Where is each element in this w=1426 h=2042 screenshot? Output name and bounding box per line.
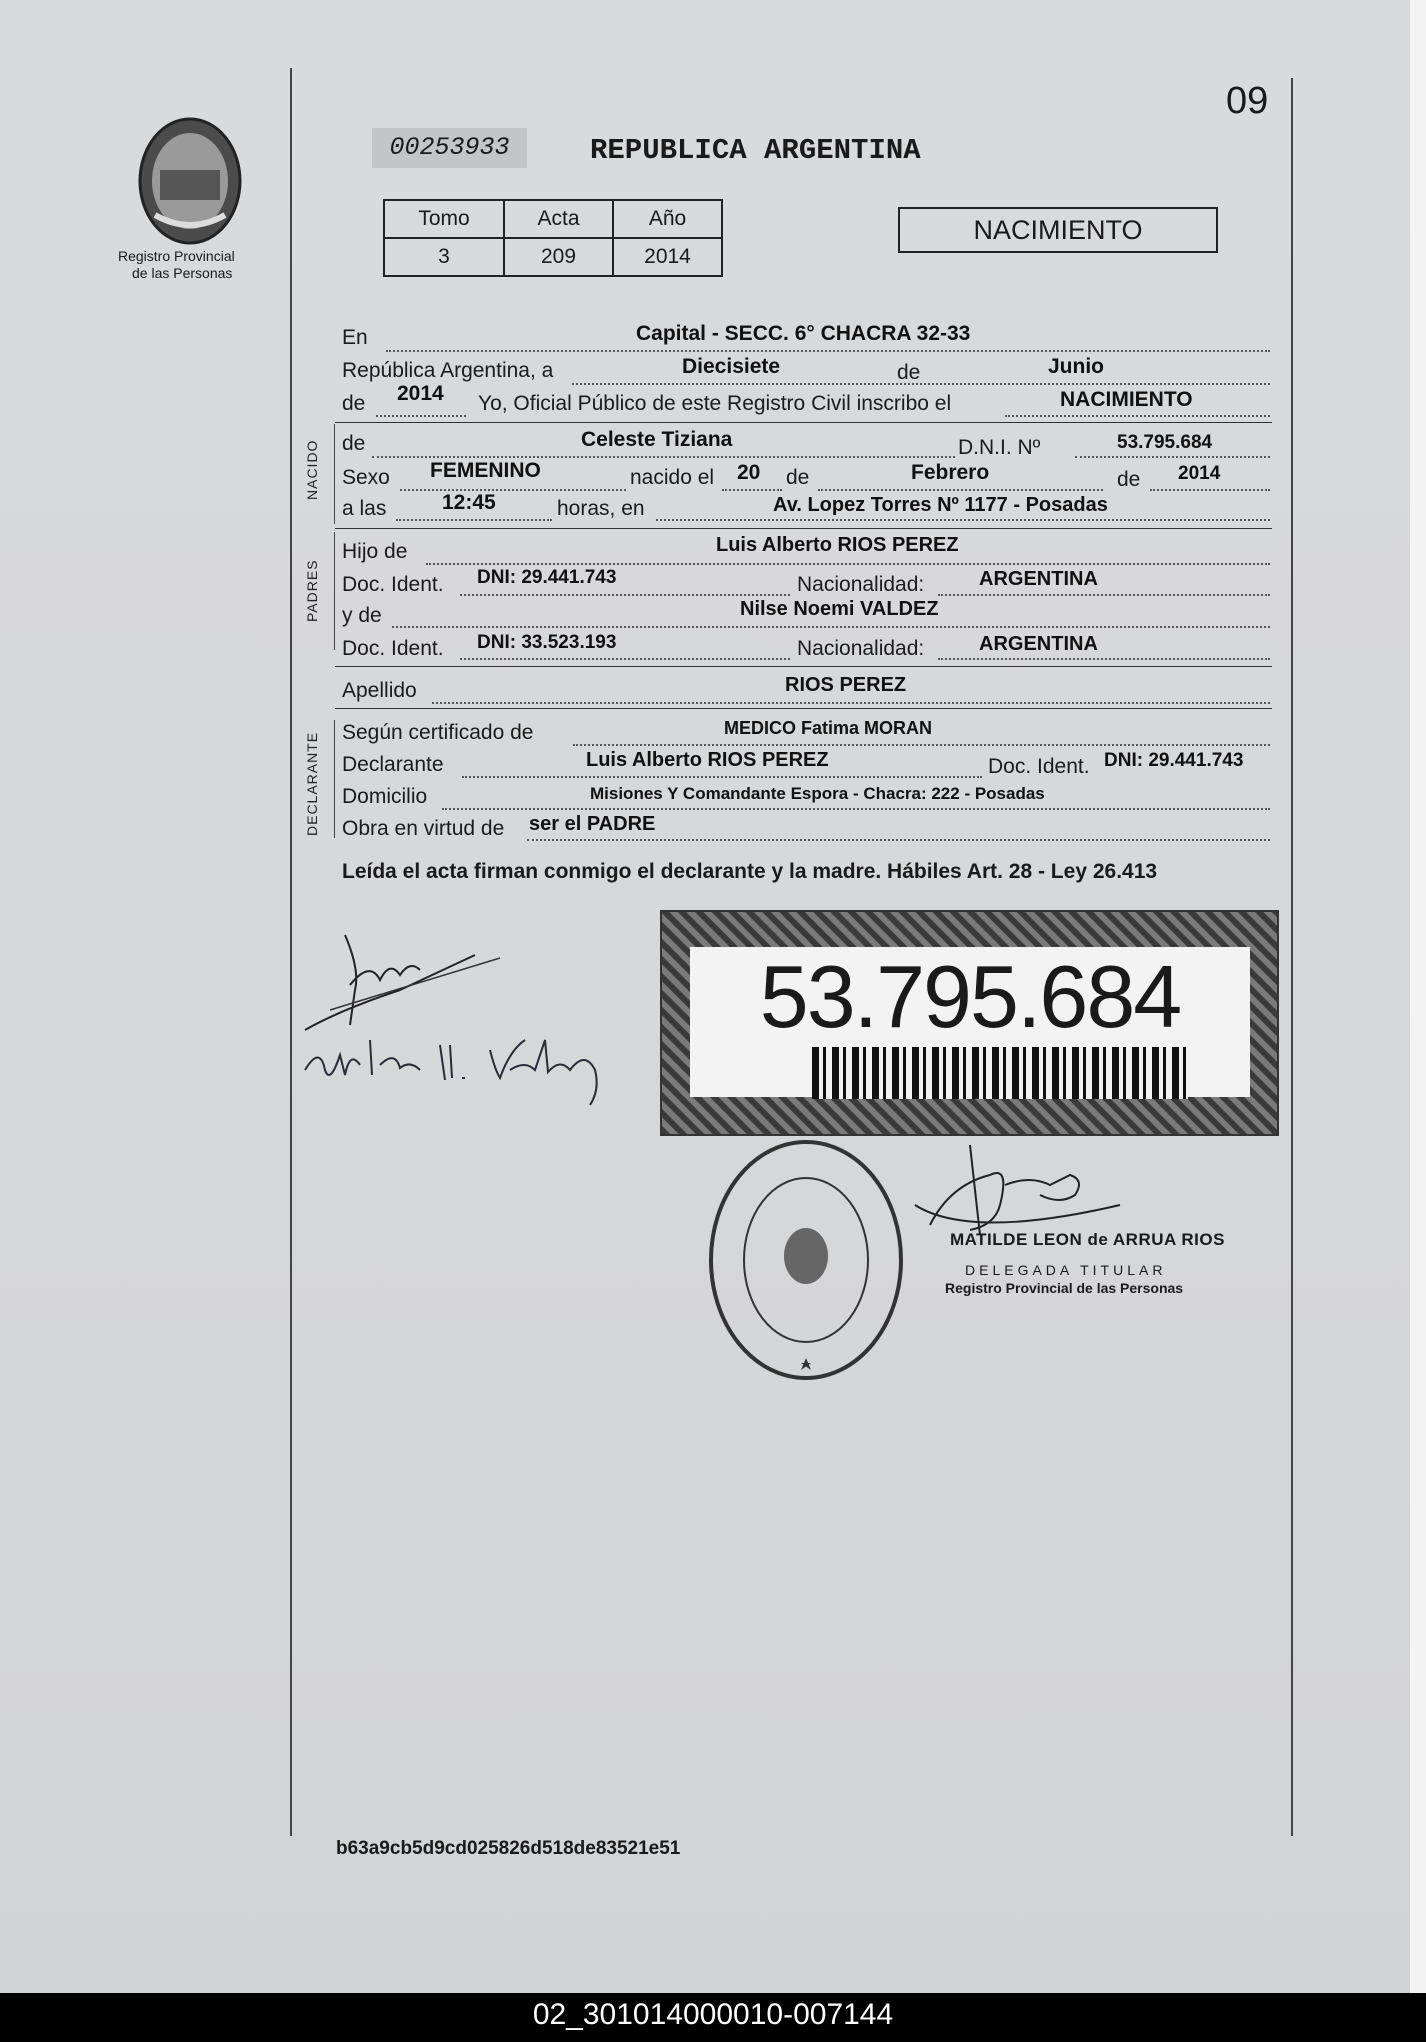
padres-section-label: PADRES — [304, 559, 320, 622]
nacido-bracket — [334, 424, 335, 524]
year-de-label: de — [342, 392, 366, 415]
birth-year-dots — [1150, 489, 1270, 491]
sexo-dots — [400, 489, 626, 491]
sexo-label: Sexo — [342, 466, 390, 489]
cert-value: MEDICO Fatima MORAN — [724, 718, 933, 738]
oficial-text: Yo, Oficial Público de este Registro Civil inscribo el — [478, 392, 952, 415]
en-dots — [386, 350, 1270, 352]
birth-month-dots — [818, 489, 1103, 491]
day-de-label: de — [897, 361, 921, 384]
birth-year: 2014 — [1178, 463, 1221, 484]
republica-label: República Argentina, a — [342, 359, 554, 382]
tomo-acta-table — [383, 199, 723, 277]
serial-number: 00253933 — [372, 128, 527, 168]
day-words: Diecisiete — [682, 355, 781, 378]
father-nat-dots — [938, 594, 1270, 596]
official-org: Registro Provincial de las Personas — [945, 1280, 1184, 1296]
mother-doc: DNI: 33.523.193 — [477, 632, 617, 653]
act-type-box: NACIMIENTO — [898, 207, 1218, 253]
month-value: Junio — [1048, 355, 1104, 378]
registered-value: NACIMIENTO — [1060, 388, 1193, 411]
acta-header: Acta — [504, 200, 613, 238]
sticker-number: 53.795.684 — [759, 947, 1181, 1046]
padres-underline — [335, 666, 1272, 667]
father-doc-label: Doc. Ident. — [342, 573, 444, 596]
father-nationality: ARGENTINA — [979, 568, 1098, 590]
intro-underline — [335, 422, 1272, 423]
official-name: MATILDE LEON de ARRUA RIOS — [950, 1230, 1225, 1249]
dom-label: Domicilio — [342, 785, 428, 808]
declarante-signature — [300, 930, 510, 1040]
nacido-de-label: de — [342, 432, 366, 455]
provincial-seal — [135, 115, 245, 247]
declarante-doc: DNI: 29.441.743 — [1104, 750, 1244, 771]
anio-header: Año — [613, 200, 722, 238]
id-number-sticker — [660, 910, 1279, 1136]
dni-label: D.N.I. Nº — [958, 436, 1041, 459]
alas-label: a las — [342, 497, 387, 520]
seal-caption-2: de las Personas — [132, 265, 233, 281]
father-doc-dots — [460, 594, 790, 596]
obra-label: Obra en virtud de — [342, 817, 505, 840]
yde-label: y de — [342, 604, 382, 627]
obra-value: ser el PADRE — [529, 813, 656, 835]
mother-nat-label: Nacionalidad: — [797, 637, 925, 660]
birth-day-dots — [722, 489, 782, 491]
nacido-name-dots — [372, 456, 955, 458]
apellido-underline — [335, 708, 1272, 709]
country-title: REPUBLICA ARGENTINA — [590, 134, 921, 167]
birth-place: Av. Lopez Torres Nº 1177 - Posadas — [773, 494, 1108, 516]
declarante-bracket — [334, 720, 335, 838]
mother-doc-dots — [460, 658, 790, 660]
decl-label: Declarante — [342, 753, 444, 776]
cert-label: Según certificado de — [342, 721, 534, 744]
nacido-underline — [335, 528, 1272, 529]
nacido-section-label: NACIDO — [304, 439, 320, 500]
sticker-inner — [690, 947, 1250, 1097]
birth-month: Febrero — [911, 461, 990, 484]
anio-value: 2014 — [613, 238, 722, 276]
year-value: 2014 — [397, 382, 444, 405]
domicilio-value: Misiones Y Comandante Espora - Chacra: 222 - Posadas — [590, 784, 1045, 803]
acta-value: 209 — [504, 238, 613, 276]
birth-day: 20 — [737, 461, 761, 484]
page-number: 09 — [1226, 80, 1269, 122]
mother-nationality: ARGENTINA — [979, 633, 1098, 655]
hijo-label: Hijo de — [342, 540, 408, 563]
obra-dots — [527, 839, 1270, 841]
father-doc: DNI: 29.441.743 — [477, 567, 617, 588]
birth-de-label-2: de — [1117, 468, 1141, 491]
padres-bracket — [334, 532, 335, 650]
tomo-header: Tomo — [384, 200, 504, 238]
father-dots — [426, 563, 1270, 565]
barcode — [812, 1047, 1188, 1099]
cert-dots — [573, 744, 1270, 746]
mother-name: Nilse Noemi VALDEZ — [740, 598, 939, 620]
right-margin-line — [1291, 78, 1293, 1836]
mother-nat-dots — [938, 658, 1270, 660]
mother-dots — [392, 626, 1270, 628]
father-nat-label: Nacionalidad: — [797, 573, 925, 596]
decl-dots — [462, 776, 982, 778]
birth-place-dots — [656, 519, 1270, 521]
official-round-seal — [706, 1138, 906, 1383]
republica-dots — [572, 383, 1270, 385]
mother-doc-label: Doc. Ident. — [342, 637, 444, 660]
horas-label: horas, en — [557, 497, 645, 520]
document-hash: b63a9cb5d9cd025826d518de83521e51 — [336, 1838, 681, 1859]
page-edge — [1410, 0, 1426, 1993]
declarante-section-label: DECLARANTE — [304, 731, 320, 836]
apellido-dots — [432, 702, 1270, 704]
official-title: DELEGADA TITULAR — [965, 1262, 1167, 1278]
declarante-name: Luis Alberto RIOS PEREZ — [586, 749, 829, 771]
footer-id: 02_301014000010-007144 — [532, 1998, 894, 2031]
place-value: Capital - SECC. 6° CHACRA 32-33 — [636, 322, 971, 345]
birth-de-label-1: de — [786, 466, 810, 489]
sexo-value: FEMENINO — [430, 459, 541, 482]
left-margin-line — [290, 68, 292, 1836]
tomo-value: 3 — [384, 238, 504, 276]
child-name: Celeste Tiziana — [581, 428, 733, 451]
year-dots — [376, 415, 466, 417]
apellido-label: Apellido — [342, 679, 417, 702]
father-name: Luis Alberto RIOS PEREZ — [716, 534, 959, 556]
en-label: En — [342, 326, 368, 349]
dni-dots — [1075, 456, 1270, 458]
birth-time: 12:45 — [442, 491, 496, 514]
nacido-el-label: nacido el — [630, 466, 715, 489]
mother-signature — [300, 1030, 630, 1110]
seal-caption-1: Registro Provincial — [118, 248, 235, 264]
child-dni: 53.795.684 — [1117, 432, 1213, 453]
closing-text: Leída el acta firman conmigo el declarante y la madre. Hábiles Art. 28 - Ley 26.413 — [342, 860, 1158, 883]
decl-doc-label: Doc. Ident. — [988, 755, 1090, 778]
apellido-value: RIOS PEREZ — [785, 674, 907, 696]
dom-dots — [442, 808, 1270, 810]
registered-dots — [1005, 415, 1270, 417]
time-dots — [396, 519, 552, 521]
